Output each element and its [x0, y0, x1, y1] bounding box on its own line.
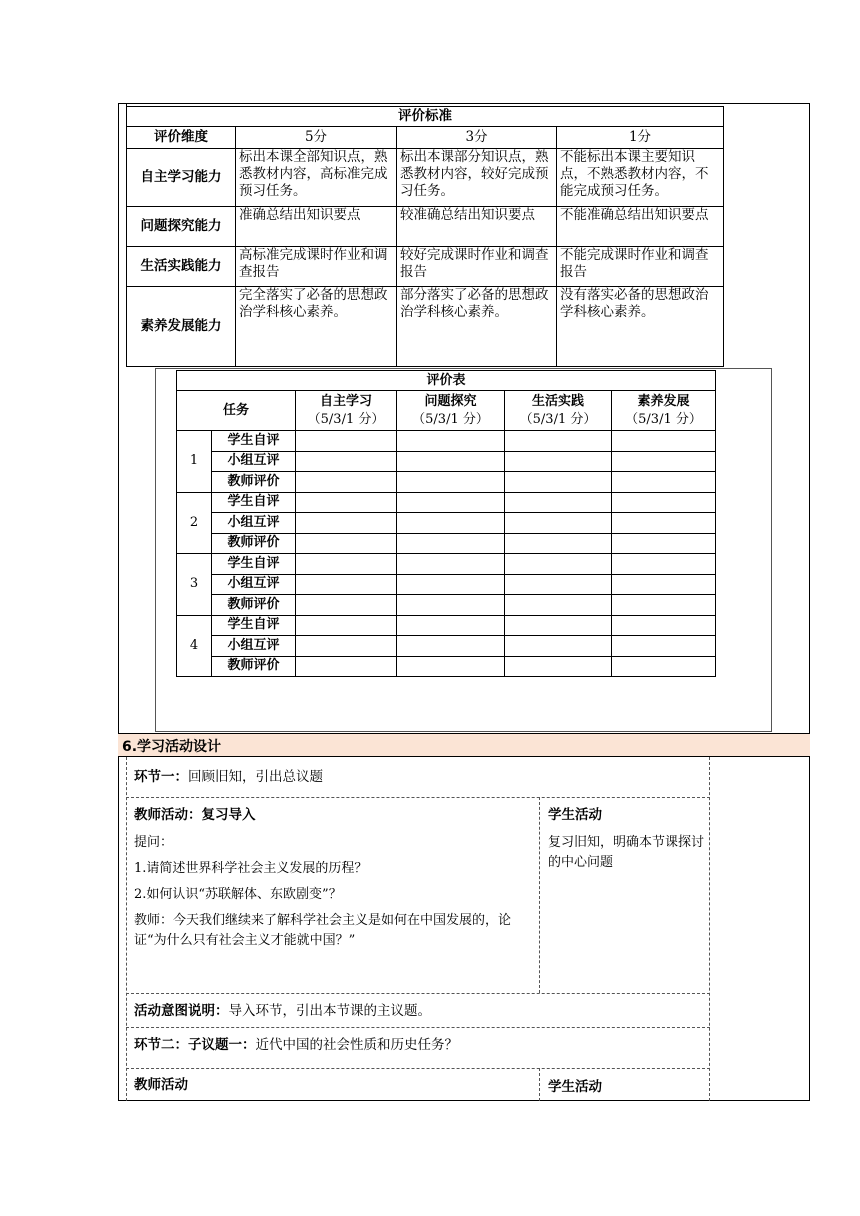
score-input-cell[interactable] — [397, 554, 505, 575]
score-cell: 高标准完成课时作业和调查报告 — [236, 247, 397, 287]
score-input-cell[interactable] — [612, 533, 716, 554]
task-header: 任务 — [177, 391, 296, 431]
evaluator-role: 小组互评 — [212, 574, 296, 595]
dimension-cell: 问题探究能力 — [127, 207, 236, 247]
score-input-cell[interactable] — [397, 574, 505, 595]
stage1: 环节一：回顾旧知，引出总议题 — [134, 769, 323, 785]
task-number: 4 — [177, 615, 212, 677]
teacher-activity-label-2: 教师活动 — [134, 1077, 188, 1093]
divider — [709, 757, 710, 1101]
score-input-cell[interactable] — [296, 574, 397, 595]
table-row — [177, 574, 716, 595]
table-row — [177, 533, 716, 554]
score-input-cell[interactable] — [505, 533, 612, 554]
table-row — [177, 513, 716, 534]
table-row — [177, 554, 716, 575]
activity-intent: 活动意图说明：导入环节，引出本节课的主议题。 — [134, 1003, 431, 1019]
score-input-cell[interactable] — [505, 656, 612, 677]
criteria-header: 评价维度 — [127, 127, 236, 149]
score-input-cell[interactable] — [397, 513, 505, 534]
score-cell: 不能标出本课主要知识点，不熟悉教材内容，不能完成预习任务。 — [557, 149, 724, 207]
table-row — [127, 247, 724, 287]
evaluator-role: 小组互评 — [212, 636, 296, 657]
eval-title: 评价表 — [177, 371, 716, 391]
criteria-header: 3分 — [397, 127, 557, 149]
evaluation-table — [176, 370, 716, 677]
task-number: 3 — [177, 554, 212, 616]
score-input-cell[interactable] — [397, 472, 505, 493]
student-activity-text: 复习旧知，明确本节课探讨的中心问题 — [548, 835, 705, 870]
score-input-cell[interactable] — [612, 513, 716, 534]
teacher-activity-text: 提问： 1.请简述世界科学社会主义发展的历程？ 2.如何认识“苏联解体、东欧剧变”？ 教师：今天我们继续来了解科学社会主义是如何在中国发展的，论证“为什么只有社会主义才能就中国？” — [134, 835, 512, 948]
score-input-cell[interactable] — [397, 533, 505, 554]
criteria-header: 5分 — [236, 127, 397, 149]
evaluator-role: 学生自评 — [212, 431, 296, 452]
score-input-cell[interactable] — [612, 492, 716, 513]
score-input-cell[interactable] — [505, 615, 612, 636]
score-input-cell[interactable] — [612, 574, 716, 595]
table-row — [127, 287, 724, 367]
score-input-cell[interactable] — [505, 472, 612, 493]
evaluator-role: 教师评价 — [212, 472, 296, 493]
task-number: 2 — [177, 492, 212, 554]
score-input-cell[interactable] — [296, 492, 397, 513]
score-input-cell[interactable] — [505, 451, 612, 472]
score-input-cell[interactable] — [296, 513, 397, 534]
score-cell: 不能完成课时作业和调查报告 — [557, 247, 724, 287]
score-input-cell[interactable] — [296, 431, 397, 452]
dimension-cell: 素养发展能力 — [127, 287, 236, 367]
score-input-cell[interactable] — [612, 451, 716, 472]
eval-col-header: 自主学习 （5/3/1 分） — [296, 391, 397, 431]
evaluator-role: 小组互评 — [212, 451, 296, 472]
divider — [539, 1068, 540, 1101]
score-input-cell[interactable] — [612, 595, 716, 616]
table-row — [127, 149, 724, 207]
table-row — [127, 207, 724, 247]
score-input-cell[interactable] — [397, 431, 505, 452]
student-activity-label-2: 学生活动 — [548, 1079, 602, 1095]
table-row — [177, 615, 716, 636]
dimension-cell: 自主学习能力 — [127, 149, 236, 207]
divider — [539, 797, 540, 993]
score-input-cell[interactable] — [505, 513, 612, 534]
table-row — [177, 472, 716, 493]
score-input-cell[interactable] — [505, 574, 612, 595]
table-row — [177, 595, 716, 616]
criteria-table — [126, 106, 724, 367]
table-row — [177, 636, 716, 657]
score-input-cell[interactable] — [296, 451, 397, 472]
score-cell: 标出本课部分知识点，熟悉教材内容，较好完成预习任务。 — [397, 149, 557, 207]
score-input-cell[interactable] — [612, 472, 716, 493]
score-input-cell[interactable] — [397, 615, 505, 636]
score-cell: 准确总结出知识要点 — [236, 207, 397, 247]
score-input-cell[interactable] — [612, 636, 716, 657]
score-cell: 完全落实了必备的思想政治学科核心素养。 — [236, 287, 397, 367]
student-activity-label: 学生活动 — [548, 807, 602, 823]
evaluator-role: 学生自评 — [212, 492, 296, 513]
score-input-cell[interactable] — [505, 492, 612, 513]
score-input-cell[interactable] — [397, 492, 505, 513]
score-cell: 较准确总结出知识要点 — [397, 207, 557, 247]
score-input-cell[interactable] — [612, 554, 716, 575]
score-input-cell[interactable] — [296, 615, 397, 636]
eval-col-header: 素养发展 （5/3/1 分） — [612, 391, 716, 431]
score-input-cell[interactable] — [505, 431, 612, 452]
section-heading-bar — [118, 733, 810, 757]
score-input-cell[interactable] — [505, 636, 612, 657]
score-input-cell[interactable] — [505, 595, 612, 616]
eval-col-header: 问题探究 （5/3/1 分） — [397, 391, 505, 431]
evaluator-role: 学生自评 — [212, 615, 296, 636]
score-input-cell[interactable] — [296, 595, 397, 616]
divider — [126, 1068, 710, 1069]
table-row — [177, 492, 716, 513]
eval-col-header: 生活实践 （5/3/1 分） — [505, 391, 612, 431]
score-input-cell[interactable] — [397, 656, 505, 677]
divider — [126, 993, 710, 994]
score-input-cell[interactable] — [296, 554, 397, 575]
score-input-cell[interactable] — [397, 595, 505, 616]
dimension-cell: 生活实践能力 — [127, 247, 236, 287]
score-cell: 没有落实必备的思想政治学科核心素养。 — [557, 287, 724, 367]
table-row — [177, 656, 716, 677]
evaluator-role: 教师评价 — [212, 656, 296, 677]
score-input-cell[interactable] — [505, 554, 612, 575]
score-cell: 不能准确总结出知识要点 — [557, 207, 724, 247]
score-input-cell[interactable] — [296, 656, 397, 677]
section-heading: 6.学习活动设计 — [122, 739, 222, 755]
score-input-cell[interactable] — [612, 656, 716, 677]
score-input-cell[interactable] — [397, 636, 505, 657]
divider — [126, 1027, 710, 1028]
stage2: 环节二：子议题一：近代中国的社会性质和历史任务？ — [134, 1037, 458, 1053]
score-input-cell[interactable] — [612, 431, 716, 452]
score-cell: 标出本课全部知识点，熟悉教材内容，高标准完成预习任务。 — [236, 149, 397, 207]
score-input-cell[interactable] — [296, 472, 397, 493]
evaluator-role: 学生自评 — [212, 554, 296, 575]
teacher-activity-label: 教师活动：复习导入 — [134, 807, 256, 823]
evaluator-role: 小组互评 — [212, 513, 296, 534]
score-input-cell[interactable] — [612, 615, 716, 636]
score-cell: 较好完成课时作业和调查报告 — [397, 247, 557, 287]
evaluator-role: 教师评价 — [212, 595, 296, 616]
task-number: 1 — [177, 431, 212, 493]
divider — [126, 757, 127, 1101]
score-cell: 部分落实了必备的思想政治学科核心素养。 — [397, 287, 557, 367]
divider — [126, 797, 710, 798]
score-input-cell[interactable] — [296, 636, 397, 657]
criteria-title: 评价标准 — [127, 107, 724, 127]
criteria-header: 1分 — [557, 127, 724, 149]
evaluator-role: 教师评价 — [212, 533, 296, 554]
score-input-cell[interactable] — [296, 533, 397, 554]
table-row — [177, 431, 716, 452]
score-input-cell[interactable] — [397, 451, 505, 472]
table-row — [177, 451, 716, 472]
